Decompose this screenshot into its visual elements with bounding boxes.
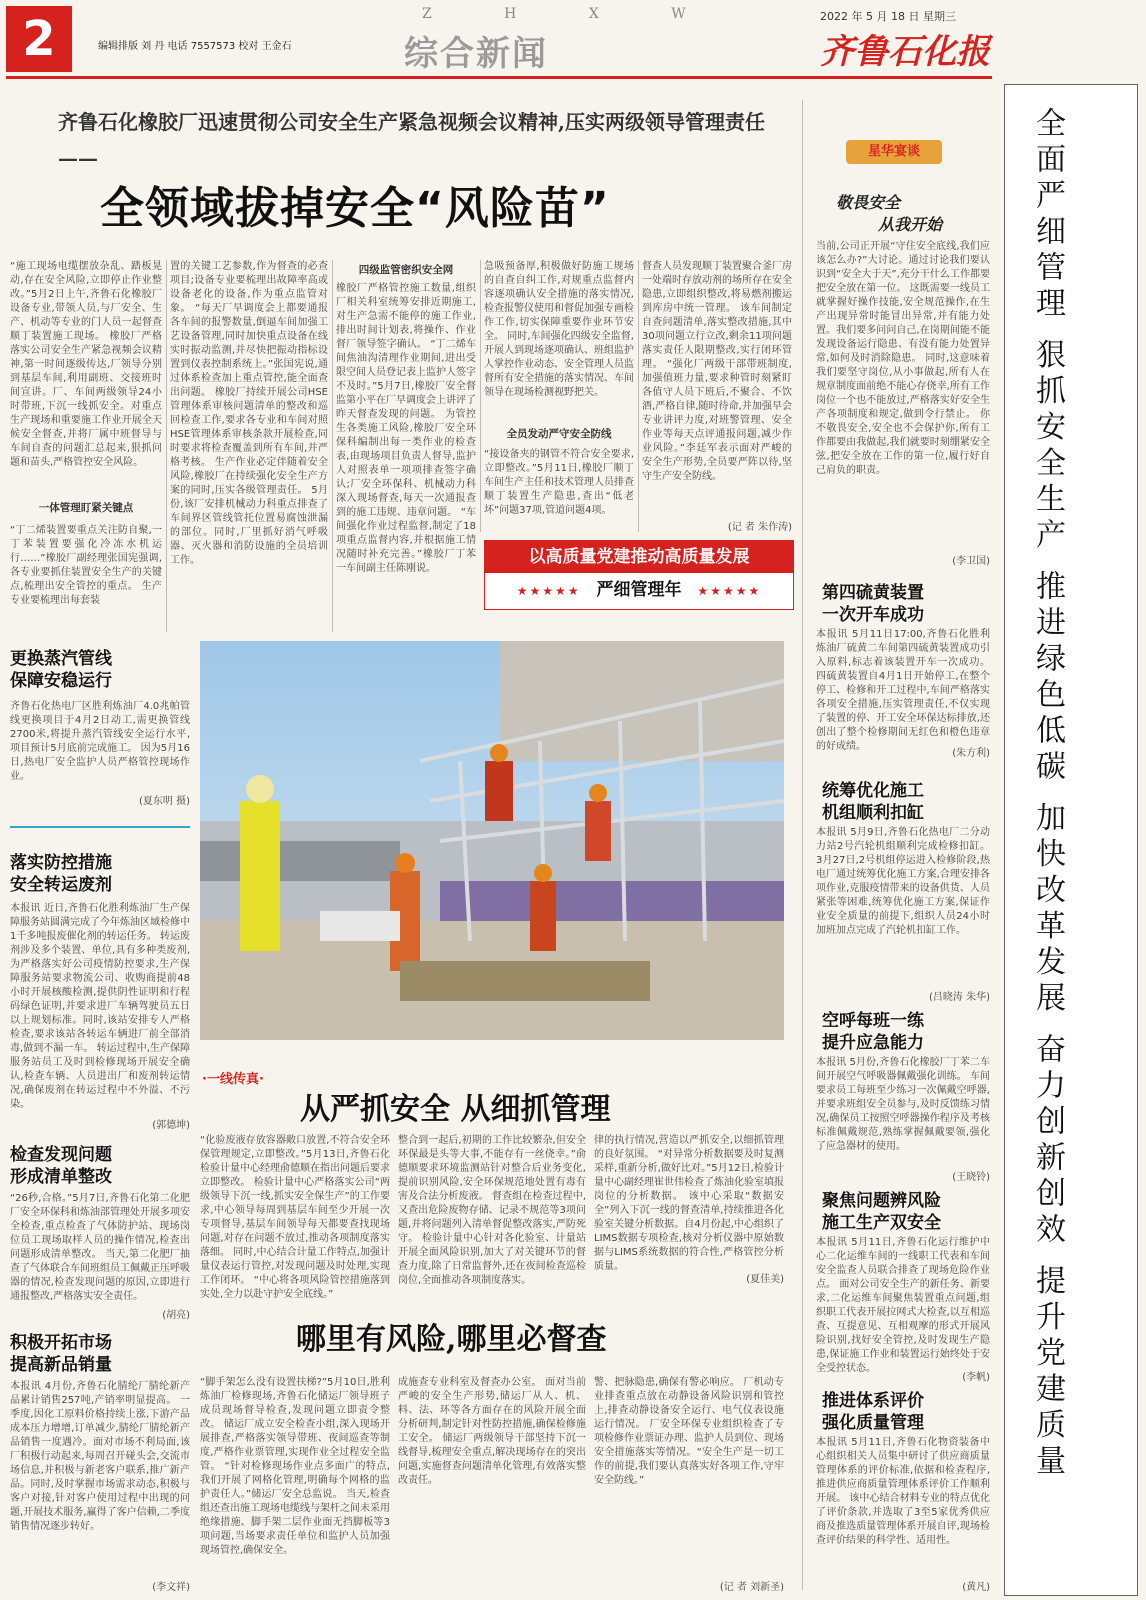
- lead-column-1: “施工现场电缆摆放杂乱、踏板晃动,存在安全风险,立即停止作业整改。”5月2日上午,齐鲁石化橡胶厂设备专业,带领人员,与厂安全、生产、机动等专业的门人员一起督查顺丁装置施工现场。 橡胶厂严格落实公司安全生产紧急视频会议精神,第一时间逐级传达,厂领导分别到基层车间,利用副班、交接班时间宣讲。厂、车间两级领导24小时带班,下沉一线抓安全。对重点生产现场和重要施工作业开展全天候安全督查,并将厂属中班督导与车间自查的问题汇总起来,狠抓问题和苗头,严格管控安全风险。: [10, 261, 162, 468]
- lead-column-5: 督查人员发现顺丁装置聚合釜厂房一处端时存放动剂的场所存在安全隐患,立即组织整改,将易燃剂搬运到库房中统一管理。 该车间制定自查问题清单,落实整改措施,其中30项问题立行立改,剩余11项问题落实责任人限期整改,实行闭环管理。 “强化厂两级干部带班制度,加强值班力量,要求种管时刻紧盯各值守人员下班后,不聚合、不饮酒,严格自律,随时待命,并加强早会专业讲评力度,对班警管理、安全作业等每天点评通报问题,减少作业风险。”李廷军表示面对严峻的安全生产形势,全员要严阵以待,坚守生产安全防线。: [642, 261, 792, 482]
- banner-top: 以高质量党建推动高质量发展: [485, 541, 793, 573]
- brief-title-f: 统筹优化施工 机组顺利扣缸: [822, 781, 924, 823]
- page-number: 2: [6, 6, 72, 72]
- section-title: 综合新闻: [404, 34, 548, 74]
- feature-title-1: 从严抓安全 从细抓管理: [300, 1092, 611, 1127]
- essay-title-1: 敬畏安全: [836, 193, 901, 212]
- feature-tag: ·一线传真·: [202, 1072, 264, 1087]
- feature-title-2: 哪里有风险,哪里必督查: [296, 1322, 607, 1357]
- brief-byline-a: (夏东明 摄): [139, 796, 190, 807]
- feature-byline-1: (夏佳美): [746, 1274, 784, 1285]
- brief-divider: [10, 826, 190, 828]
- lead-byline: (记 者 朱作涛): [727, 522, 792, 533]
- brief-byline-h: (李帆): [962, 1372, 990, 1383]
- feature-body-2c: 警、把脉隐患,确保有警必响应。 厂机动专业排查重点放在动静设备风险识别和管控上,排查动静设备安全运行、电气仪表设施运行情况。 厂安全环保专业组织检查了专项检修作业票证办理、监护人员到位、现场安全措施落实等情况。“安全生产是一切工作的前提,我们要认真落实好各项工作,守牢安全防线。”: [594, 1377, 784, 1486]
- editor-credits: 编辑排版 刘 丹 电话 7557573 校对 王金石: [98, 41, 292, 52]
- feature-body-1c: 律的执行情况,营造以严抓安全,以细抓管理的良好氛围。 “对异常分析数据要及时复测采样,重新分析,做好比对。”5月12日,检验计量中心副经理崔世伟检查了炼油化验室填报岗位的分析数据。 该中心采取“数据安全”列入下沉一线的督查清单,持续推进各化验室关键分析数据。自4月份起,中心组织了LIMS数据专项检查,核对分析仪器中原始数据与LIMS系统数据的符合性,严格管控分析质量。: [594, 1135, 784, 1272]
- brief-body-e: 本报讯 5月11日17:00,齐鲁石化胜利炼油厂硫黄二车间第四硫黄装置成功引入原料,标志着该装置开车一次成功。 四硫黄装置自4月1日开始停工,在整个停工、检修和开工过程中,车间严格落实各项安全措施,压实管理责任,不仅实现了装置的停、开工安全环保达标排放,还创出了整个检修期间无红色和橙色违章的好成绩。: [816, 629, 990, 752]
- brief-title-d: 积极开拓市场 提高新品销量: [10, 1333, 112, 1375]
- slogan-text: 全面严细管理 狠抓安全生产 推进绿色低碳 加快改革发展 奋力创新创效 提升党建质量: [1030, 107, 1065, 1481]
- lead-headline: 全领域拔掉安全“风险苗”: [100, 183, 610, 234]
- brief-title-h: 聚焦问题辨风险 施工生产双安全: [822, 1191, 941, 1233]
- brief-body-a: 齐鲁石化热电厂区胜利炼油厂4.0兆帕管线更换项目于4月2日动工,需更换管线2700米,将提升蒸汽管线安全运行水平,项目预计5月底前完成施工。 因为5月16日,热电厂安全监护人员严格管控现场作业。: [10, 701, 190, 782]
- brief-title-e: 第四硫黄装置 一次开车成功: [822, 583, 924, 625]
- lead-kicker: 齐鲁石化橡胶厂迅速贯彻公司安全生产紧急视频会议精神,压实两级领导管理责任——: [58, 110, 765, 170]
- column-divider: [166, 260, 167, 632]
- lead-subhead-3: 全员发动严守安全防线: [506, 428, 612, 440]
- slogan-panel: [1004, 84, 1138, 1596]
- column-badge: 星华宴谈: [846, 140, 942, 164]
- brief-byline-b: (郭德坤): [152, 1120, 190, 1131]
- brief-body-c: “26秒,合格。”5月7日,齐鲁石化第二化肥厂安全环保科和炼油部管理处开展多项安全检查,重点检查了气体防护站、现场岗位员工现场取样人员的操作情况,检查出问题形成清单整改。 当天,第二化肥厂抽查了气体联合车间班组员工佩戴正压呼吸器的情况,检查发现问题的原因,立即进行通报整改,严格落实安全责任。: [10, 1193, 190, 1302]
- lead-column-1b: “丁二烯装置要重点关注防自聚,一丁苯装置要强化冷冻水机运行……”橡胶厂副经理张国宪强调,各专业要抓住装置安全生产的关键点,梳理出安全管控的重点。 生产专业要梳理出每套装: [10, 525, 162, 606]
- brief-byline-c: (胡亮): [162, 1310, 190, 1321]
- brief-body-b: 本报讯 近日,齐鲁石化胜利炼油厂生产保障服务站圆满完成了今年炼油区域检修中1千多吨报废催化剂的转运任务。 转运废剂涉及多个装置、单位,具有多种类废剂,为严格落实好公司疫情防控要求,生产保障服务站要求物流公司、收购商提前48小时开展核酸检测,提供阴性证明和行程码绿色证明,并要求进厂车辆驾驶员五日以上规划标准。同时,该站安排专人严格检查,要求该站各转运车辆进厂前全部消毒,做到不漏一车。 转运过程中,生产保障服务站员工及时到检修现场开展安全确认,检查车辆、人员进出厂和废剂转运情况,确保废剂在转运过程中不外溢、不污染。: [10, 903, 190, 1110]
- feature-body-2b: 成施查专业科室及督查办公室。 面对当前严峻的安全生产形势,储运厂从人、机、料、法、环等各方面存在的风险开展全面分析研判,制定针对性防控措施,确保检修施工安全。 储运厂两级领导干部坚持下沉一线督导,梳理安全重点,解决现场存在的突出问题,实施督查问题清单化管理,有效落实整改责任。: [398, 1377, 586, 1486]
- banner-bottom-text: 严细管理年: [596, 580, 682, 600]
- brief-byline-f: (吕晓涛 朱华): [929, 992, 990, 1003]
- brief-title-a: 更换蒸汽管线 保障安稳运行: [10, 649, 112, 691]
- banner-stars-right: ★★★★★: [697, 584, 762, 598]
- brief-title-g: 空呼每班一练 提升应急能力: [822, 1011, 924, 1053]
- column-divider: [480, 260, 481, 532]
- brief-body-f: 本报讯 5月9日,齐鲁石化热电厂二分动力站2号汽轮机组顺利完成检修扣缸。 3月27日,2号机组停运进入检修阶段,热电厂通过统筹优化施工方案,合理安排各项作业,克服疫情带来的设备供货、人员紧张等困难,统筹优化施工方案,保证作业安全质量的前提下,组织人员24小时加班加点完成了汽轮机扣缸工作。: [816, 827, 990, 936]
- brief-title-i: 推进体系评价 强化质量管理: [822, 1391, 924, 1433]
- feature-body-2a: “脚手架怎么没有设置扶梯?”5月10日,胜利炼油厂检修现场,齐鲁石化储运厂领导班子成员现场督导检查,发现问题立即责令整改。 储运厂成立安全检查小组,深入现场开展排查,严格落实领导带班、夜间巡查等制度,严格作业票管理,实现作业全过程安全监管。 “针对检修现场作业点多面广的特点,我们开展了网格化管理,明确每个网格的监护责任人。”储运厂安全总监说。 当天,检查组还查出施工现场电缆线与架杆之间未采用绝缘措施、脚手架二层作业面无挡脚板等3项问题,当场要求责任单位和监护人员加强现场管控,确保安全。: [200, 1377, 390, 1556]
- feature-body-1a: “化验废液存放容器敞口放置,不符合安全环保管理规定,立即整改。”5月13日,齐鲁石化检验计量中心经理俞德顺在指出问题后要求立即整改。 检验计量中心严格落实公司“两级领导下沉一线,抓实安全保生产”的工作要求,中心领导每周到基层车间至少开展一次专项督导,基层车间领导每天都要查找现场问题,对存在问题不放过,推动各项制度落实落细。 同时,中心结合计量工作特点,加强计量仪表运行管控,对发现问题及时处理,实现工作闭环。 “中心将各项风险管控措施落到实处,全力以赴守护安全底线。”: [200, 1135, 390, 1300]
- brief-body-i: 本报讯 5月11日,齐鲁石化物资装备中心组织相关人员集中研讨了供应商质量管理体系的评价标准,依据和检查程序,推进供应商质量管理体系评价工作顺利开展。 该中心结合材料专业的特点优化了评价条款,并选取了3至5家优秀供应商及推选质量管理体系开展自评,现场检查评价结果的科学性、适用性。: [816, 1437, 990, 1546]
- brief-title-b: 落实防控措施 安全转运废剂: [10, 853, 112, 895]
- newspaper-masthead: 齐鲁石化报: [820, 32, 990, 72]
- lead-column-2: 置的关键工艺参数,作为督查的必查项目;设备专业要梳理出故障率高或设备老化的设备,作为重点监管对象。 “每天厂早调度会上都要通报各车间的报警数量,倒逼车间加强工艺设备管理,同时加快重点设备在线实时振动监测,并尽快把振动指标设置到仪表控制系统上。”张国宪说,通过体系检查加上重点管控,能全面查出问题。 橡胶厂持续开展公司HSE管理体系审核问题清单的整改和巡回检查工作,要求各专业和车间对照HSE管理体系审核条款开展检查,同时要求将检查覆盖到所有车间,并严格考核。 生产作业必定伴随着安全风险,橡胶厂在持续强化安全生产方案的同时,压实各级管理责任。 5月份,该厂安排机械动力科重点排查了车间界区管线管托位置易腐蚀泄漏的部位。同时,厂里抓好消气呼吸器、灭火器和消防设施的全员培训工作。: [170, 261, 328, 566]
- feature-byline-2: (记 者 刘新圣): [719, 1582, 784, 1593]
- lead-subhead-2: 四级监管密织安全网: [358, 264, 454, 276]
- column-divider: [332, 260, 333, 632]
- lead-column-3: 橡胶厂严格管控施工数量,组织厂相关科室统筹安排近期施工,对生产急需不能停的施工作业,排出时间计划表,将操作、作业督厂领导签字确认。 “丁二烯车间焦油沟清理作业期间,进出受限空间人员登记表上监护人签字不及时。”5月7日,橡胶厂安全督监第小平在厂早调度会上讲评了昨天督查发现的问题。 为管控生各类施工风险,橡胶厂安全环保科编制出每一类作业的检查表,由现场项目负责人督导,监护人对照表单一项项排查签字确认;厂安全环保科、机械动力科深入现场督查,每天一次通报查到的施工违规、违章问题。 “车间强化作业过程监督,制定了18项重点监督内容,并根据施工情况随时补充完善。”橡胶厂丁苯一车间副主任陈刚说。: [336, 283, 476, 574]
- essay-body: 当前,公司正开展“守住安全底线,我们应该怎么办?”大讨论。通过讨论我们要认识到“安全大于天”,充分干什么工作都要把安全放在第一位。 这既需要一线员工就掌握好操作技能,安全规范操作,在生产出现异常时能冒出异常,并有能力处置。我们要多问问自己,在岗期间能不能发现设备运行隐患、有没有能力处置异常,如何及时消除隐患。 同时,这意味着我们要坚守岗位,从小事做起,所有人在规章制度面前绝不能心存侥幸,所有工作岗位一个也不能放过,严格落实好安全生产各项制度和规定,做到令行禁止。 你不敬畏安全,安全也不会保护你,所有工作都要由我做起,我们就要时刻绷紧安全弦,把安全放在工作的第一位,履行好自己肩负的职责。: [816, 241, 990, 476]
- photo-illustration: [200, 641, 784, 1040]
- brief-byline-e: (朱方利): [952, 748, 990, 759]
- lead-column-4b: “接设备夹的钢管不符合安全要求,立即整改。”5月11日,橡胶厂顺丁车间生产主任和技术管理人员排查顺丁装置生产隐患,查出“低老坏”问题37项,管道问题4项。: [484, 449, 634, 516]
- brief-title-c: 检查发现问题 形成清单整改: [10, 1145, 112, 1187]
- lead-subhead-1: 一体管理盯紧关键点: [38, 502, 134, 514]
- brief-byline-i: (黄凡): [962, 1582, 990, 1593]
- workers-scaffolding-photo: [200, 641, 784, 1040]
- essay-title-2: 从我开始: [878, 215, 943, 234]
- issue-date: 2022 年 5 月 18 日 星期三: [820, 10, 956, 23]
- brief-body-d: 本报讯 4月份,齐鲁石化腈纶厂腈纶新产品累计销售257吨,产销率明显提高。 一季度,因化工原料价格持续上涨,下游产品成本压力增增,订单减少,腈纶厂腈纶新产品销售一度遇冷。面对市场不利局面,该厂积极行动起来,每周召开碰头会,交流市场信息,并积极与新老客户联系,推广新产品。同时,及时掌握市场需求动态,积极与客户对接,针对客户使用过程中出现的问题,开展技术服务,赢得了客户信赖,二季度销售情况逐步转好。: [10, 1381, 190, 1532]
- campaign-banner: [484, 540, 794, 610]
- brief-body-g: 本报讯 5月份,齐鲁石化橡胶厂丁苯二车间开展空气呼吸器佩戴强化训练。 车间要求员工每班至少练习一次佩戴空呼器,并要求班组安全员参与,及时反馈练习情况,确保员工按照空呼器操作程序及考核标准佩戴规范,熟练掌握佩戴要领,强化了应急器材的使用。: [816, 1057, 990, 1152]
- essay-byline: (李卫国): [952, 556, 990, 567]
- lead-column-4: 急吸预备厚,积极做好防施工规场的自查自纠工作,对规重点监督内容逐项确认安全措施的落实情况,检查报警仪使用和督促加强专画检作工作,切实保障重要作业环节安全。 同时,车间强化四级安全监督,开展人到现场逐项确认、班组监护人掌控作业动态、安全管理人员监督所有安全措施的落实情况、车间领导在现场检测视野把关。: [484, 261, 634, 398]
- banner-stars-left: ★★★★★: [516, 584, 581, 598]
- column-divider: [638, 260, 639, 532]
- header-rule: [6, 76, 992, 79]
- section-pinyin: Z H X W: [422, 6, 720, 22]
- column-divider: [802, 100, 803, 1590]
- brief-body-h: 本报讯 5月11日,齐鲁石化运行维护中心二化运维车间的一线职工代表和车间安全监查人员联合排查了现场危险作业点。 面对公司安全生产的新任务、新要求,二化运维车间聚焦装置重点问题,组织职工代表开展拉网式大检查,以互相巡查、互提意见、互相观摩的形式开展风险识别,找好安全管控,及时发现生产隐患,保证施工作业和装置运行始终处于安全受控状态。: [816, 1237, 990, 1374]
- brief-byline-d: (李文祥): [152, 1582, 190, 1593]
- banner-bottom: [485, 573, 793, 608]
- feature-body-1b: 整合到一起后,初期的工作比较繁杂,但安全环保最是头等大事,不能存有一丝侥幸。”俞德顺要求环境监测站针对整合后业务变化,提前识别风险,安全环保规范地处置有毒有害及合法分析废液。 督查组在检查过程中,又查出危险废物存储、记录不规范等3项问题,并将问题列入清单督促整改落实,严防死守。 检验计量中心针对各化验室、计量站开展全面风险识别,加大了对关键环节的督查力度,除了日常监督外,还在夜间检查巡检岗位,全面推动各项制度落实。: [398, 1135, 586, 1286]
- brief-byline-g: (王晓铃): [952, 1172, 990, 1183]
